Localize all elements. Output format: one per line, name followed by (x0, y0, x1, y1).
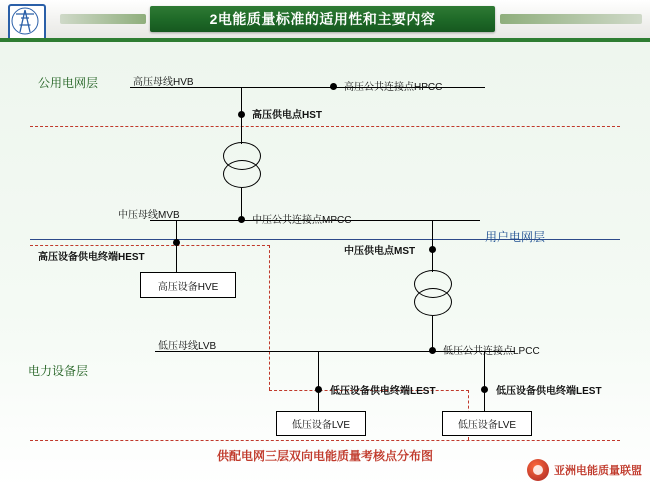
lv-branch-2-line (484, 351, 485, 389)
layer-divider-public-user (30, 126, 620, 127)
transformer-hv-mv (223, 142, 259, 188)
node-label-hst: 高压供电点HST (252, 110, 322, 121)
node-label-lest-2: 低压设备供电终端LEST (496, 386, 602, 397)
node-lpcc (429, 347, 436, 354)
tower-logo-icon (8, 4, 46, 42)
transformer-to-lv-bus-line (432, 316, 433, 351)
header-right-decoration (500, 14, 642, 24)
layer-divider-bottom (30, 440, 620, 441)
diagram-background (0, 42, 650, 487)
transformer-mv-lv (414, 270, 450, 316)
node-label-hvb: 高压母线HVB (133, 77, 194, 88)
node-label-lest-1: 低压设备供电终端LEST (330, 386, 436, 397)
lest-2-to-box-line (484, 389, 485, 411)
node-mpcc (238, 216, 245, 223)
slide-title-bar (150, 6, 495, 32)
mst-to-transformer-line (432, 249, 433, 272)
layer-label-public-grid: 公用电网层 (38, 76, 99, 90)
footer-brand-text: 亚洲电能质量联盟 (554, 465, 642, 477)
node-label-mst: 中压供电点MST (344, 246, 416, 257)
flame-logo-icon (527, 459, 549, 481)
box-lve-1: 低压设备LVE (276, 411, 366, 436)
header-left-decoration (60, 14, 146, 24)
equipment-layer-top-boundary (30, 245, 270, 246)
node-label-hest: 高压设备供电终端HEST (38, 252, 145, 263)
diagram-canvas (0, 42, 650, 487)
hst-to-transformer-line (241, 114, 242, 144)
lv-branch-1-line (318, 351, 319, 389)
box-lve-2: 低压设备LVE (442, 411, 532, 436)
node-label-hpcc: 高压公共连接点HPCC (344, 82, 443, 93)
page-title: 2电能质量标准的适用性和主要内容 (209, 11, 436, 27)
node-label-lpcc: 低压公共连接点LPCC (443, 346, 540, 357)
hest-to-hve-line (176, 242, 177, 272)
box-hve: 高压设备HVE (140, 272, 236, 298)
equipment-layer-right-boundary-upper (269, 245, 270, 390)
hv-drop-line (241, 87, 242, 114)
slide-header (0, 0, 650, 42)
lest-1-to-box-line (318, 389, 319, 411)
layer-label-equipment: 电力设备层 (28, 364, 89, 378)
node-label-mvb: 中压母线MVB (118, 210, 180, 221)
diagram-caption: 供配电网三层双向电能质量考核点分布图 (216, 449, 433, 463)
node-label-lvb: 低压母线LVB (158, 341, 217, 352)
node-hpcc (330, 83, 337, 90)
footer-brand (527, 459, 642, 481)
node-label-mpcc: 中压公共连接点MPCC (252, 215, 352, 226)
layer-label-user-grid: 用户电网层 (485, 230, 546, 244)
